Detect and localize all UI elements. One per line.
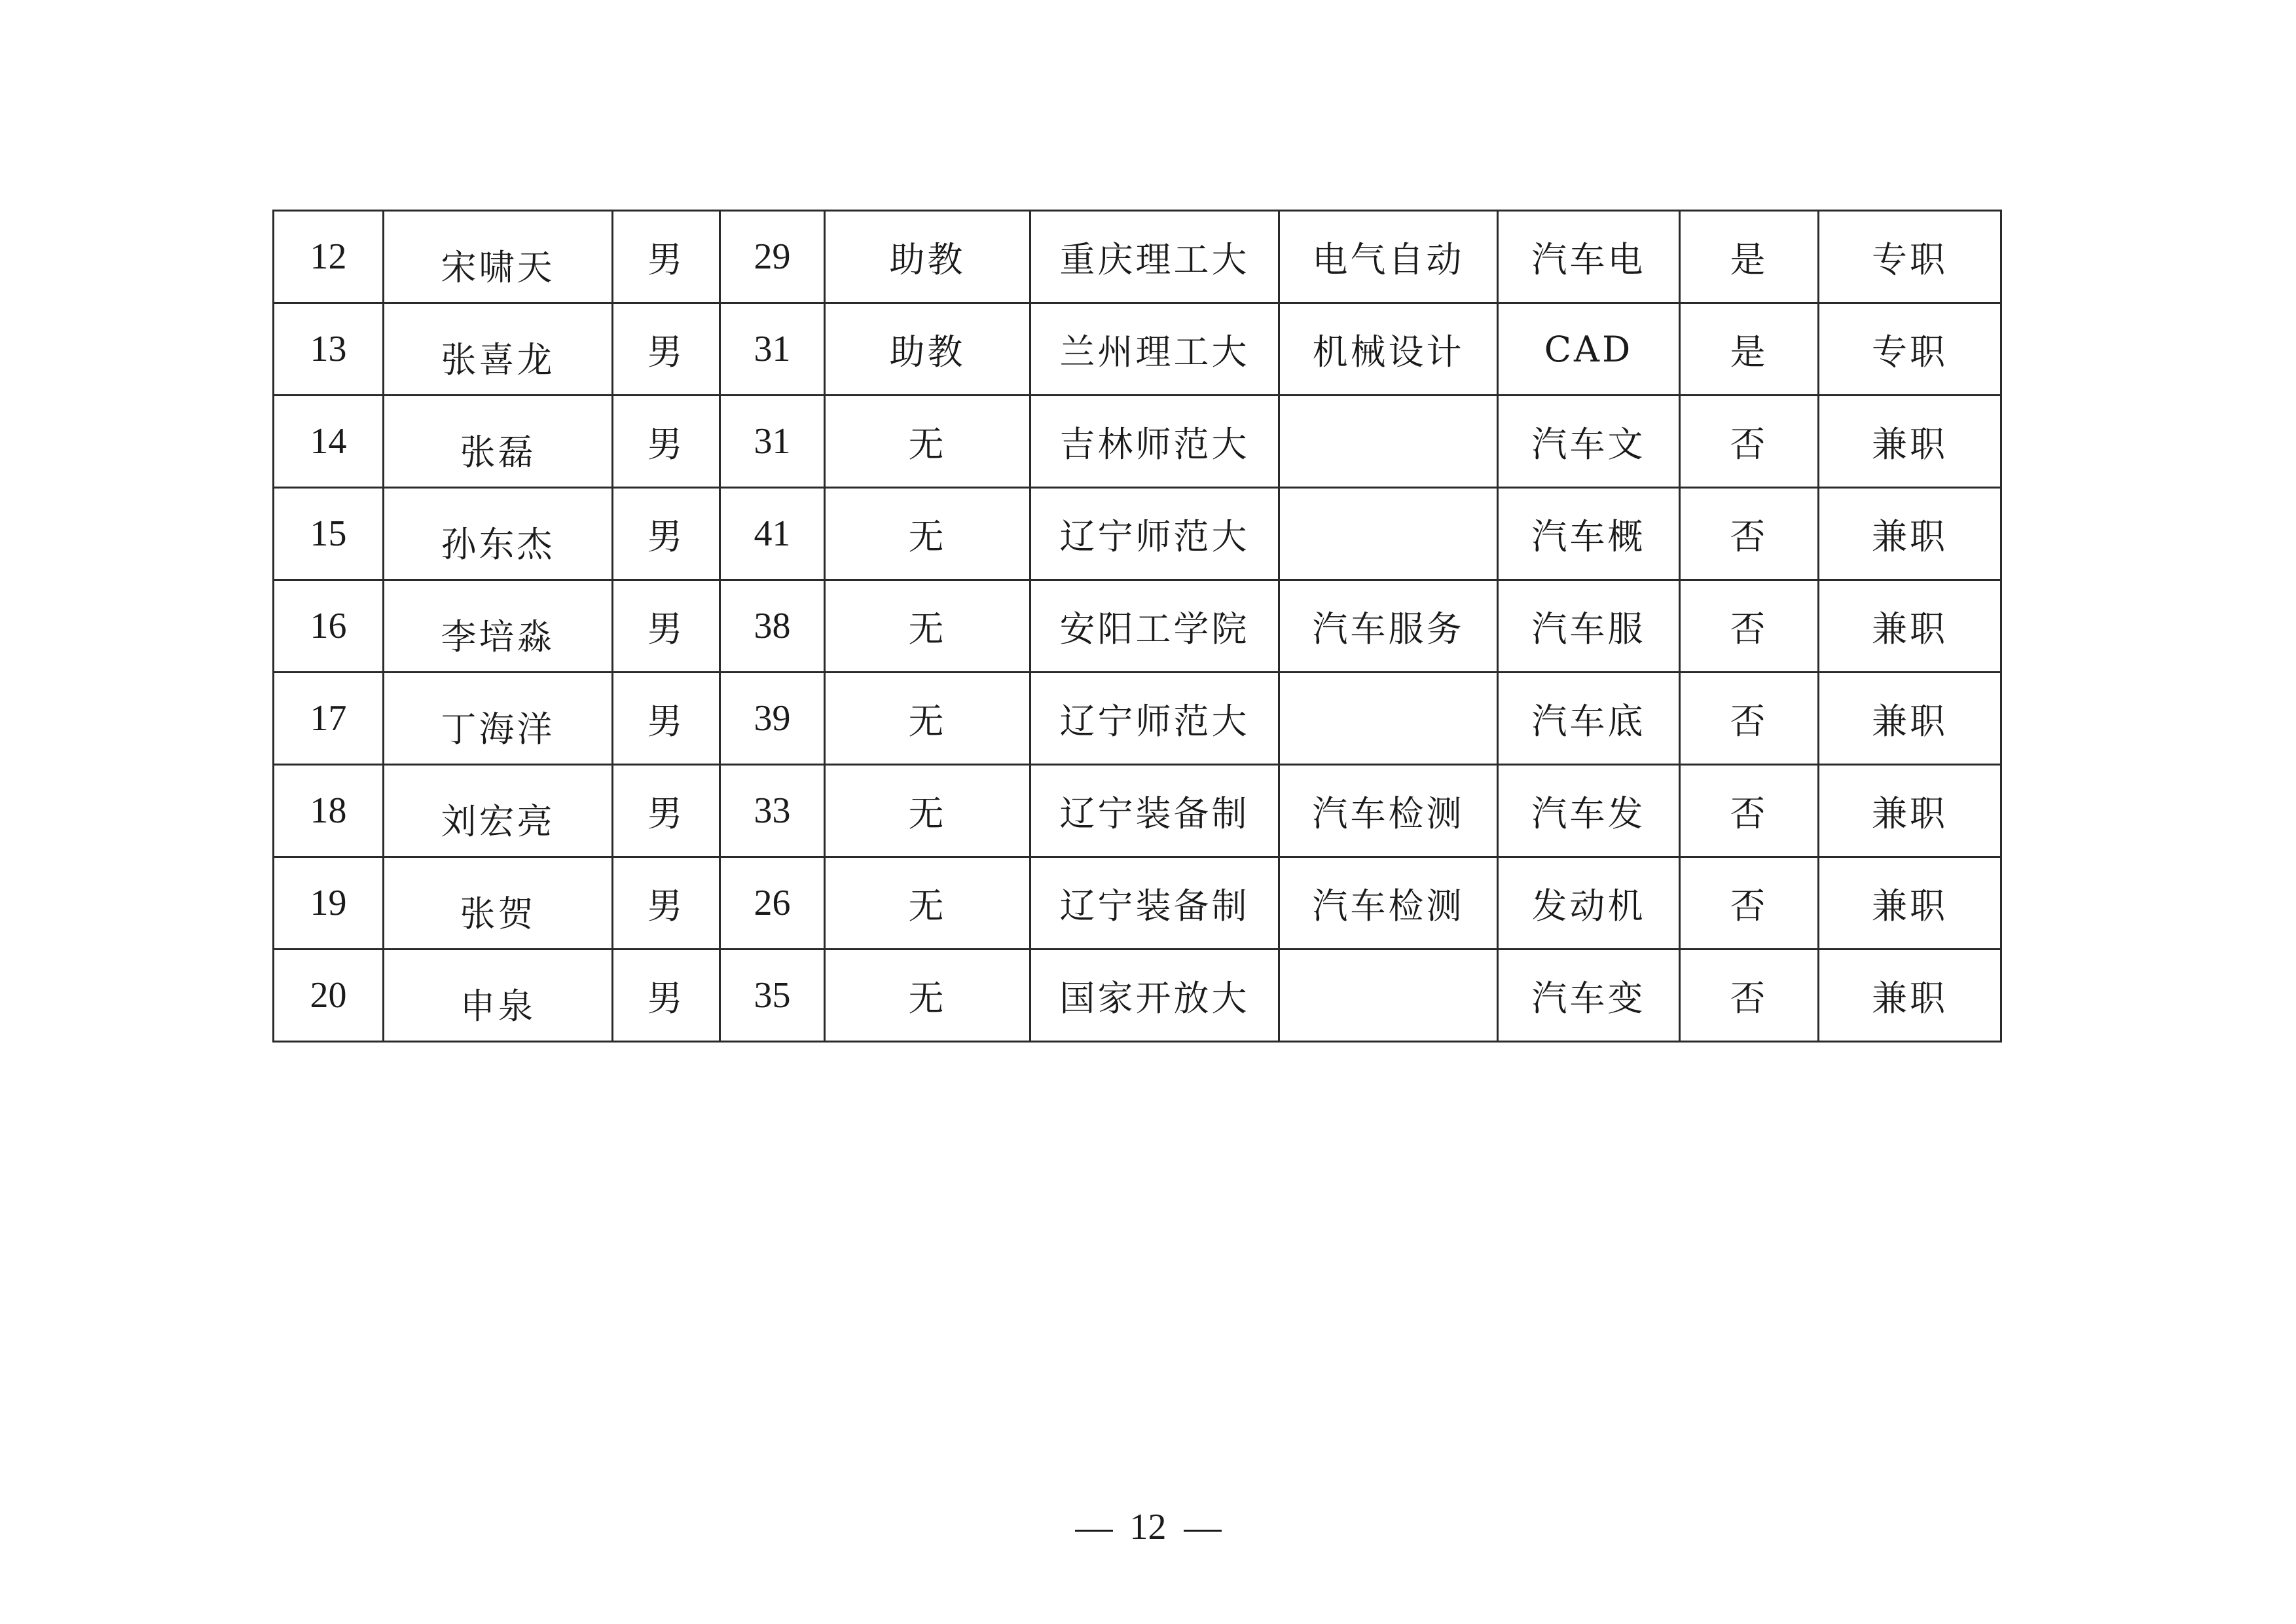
cell-employment: 兼职 xyxy=(1819,580,2001,673)
table-row xyxy=(274,673,2001,765)
cell-age: 35 xyxy=(720,950,825,1042)
cell-title: 助教 xyxy=(825,211,1030,303)
cell-qualified: 是 xyxy=(1680,303,1819,396)
cell-qualified: 否 xyxy=(1680,673,1819,765)
cell-seq: 19 xyxy=(274,857,384,950)
cell-school: 辽宁装备制 xyxy=(1030,765,1279,857)
table-row xyxy=(274,303,2001,396)
cell-course: 发动机 xyxy=(1498,857,1680,950)
table-row xyxy=(274,765,2001,857)
cell-major: 汽车服务 xyxy=(1279,580,1498,673)
cell-age: 33 xyxy=(720,765,825,857)
cell-title: 无 xyxy=(825,673,1030,765)
name-text: 孙东杰 xyxy=(441,523,555,565)
name-text: 张磊 xyxy=(460,431,536,473)
cell-qualified: 否 xyxy=(1680,765,1819,857)
cell-name xyxy=(384,580,613,673)
cell-seq: 16 xyxy=(274,580,384,673)
cell-school: 兰州理工大 xyxy=(1030,303,1279,396)
footer-dash-left xyxy=(1075,1530,1113,1532)
cell-course: 汽车文 xyxy=(1498,396,1680,488)
cell-name xyxy=(384,857,613,950)
cell-gender: 男 xyxy=(613,488,720,580)
cell-employment: 兼职 xyxy=(1819,673,2001,765)
cell-employment: 专职 xyxy=(1819,211,2001,303)
cell-employment: 兼职 xyxy=(1819,950,2001,1042)
cell-major: 汽车检测 xyxy=(1279,857,1498,950)
cell-course: 汽车发 xyxy=(1498,765,1680,857)
cell-title: 无 xyxy=(825,950,1030,1042)
table-row xyxy=(274,950,2001,1042)
page-number: 12 xyxy=(1129,1507,1167,1547)
table-row xyxy=(274,396,2001,488)
cell-gender: 男 xyxy=(613,765,720,857)
cell-age: 31 xyxy=(720,396,825,488)
cell-seq: 14 xyxy=(274,396,384,488)
footer-dash-right xyxy=(1184,1530,1222,1532)
table-row xyxy=(274,857,2001,950)
cell-title: 无 xyxy=(825,580,1030,673)
cell-course: 汽车变 xyxy=(1498,950,1680,1042)
name-text: 张喜龙 xyxy=(441,339,555,380)
staff-table xyxy=(272,210,2002,1043)
cell-age: 26 xyxy=(720,857,825,950)
cell-name xyxy=(384,950,613,1042)
cell-age: 39 xyxy=(720,673,825,765)
cell-employment: 兼职 xyxy=(1819,857,2001,950)
name-text: 刘宏亮 xyxy=(441,800,555,842)
cell-school: 辽宁师范大 xyxy=(1030,488,1279,580)
cell-age: 41 xyxy=(720,488,825,580)
cell-qualified: 否 xyxy=(1680,396,1819,488)
table-row xyxy=(274,211,2001,303)
cell-course: 汽车服 xyxy=(1498,580,1680,673)
cell-employment: 兼职 xyxy=(1819,488,2001,580)
cell-seq: 18 xyxy=(274,765,384,857)
cell-gender: 男 xyxy=(613,857,720,950)
cell-course: CAD xyxy=(1498,303,1680,396)
name-text: 宋啸天 xyxy=(441,246,555,288)
name-text: 张贺 xyxy=(460,893,536,934)
cell-age: 38 xyxy=(720,580,825,673)
cell-gender: 男 xyxy=(613,950,720,1042)
cell-qualified: 否 xyxy=(1680,950,1819,1042)
cell-gender: 男 xyxy=(613,303,720,396)
cell-qualified: 是 xyxy=(1680,211,1819,303)
table-body xyxy=(274,211,2001,1042)
cell-name xyxy=(384,765,613,857)
cell-seq: 12 xyxy=(274,211,384,303)
cell-qualified: 否 xyxy=(1680,580,1819,673)
cell-major xyxy=(1279,488,1498,580)
cell-course: 汽车概 xyxy=(1498,488,1680,580)
cell-title: 无 xyxy=(825,765,1030,857)
cell-school: 国家开放大 xyxy=(1030,950,1279,1042)
cell-major: 电气自动 xyxy=(1279,211,1498,303)
cell-title: 无 xyxy=(825,857,1030,950)
cell-major xyxy=(1279,673,1498,765)
cell-name xyxy=(384,488,613,580)
cell-course: 汽车底 xyxy=(1498,673,1680,765)
cell-major xyxy=(1279,396,1498,488)
cell-name xyxy=(384,303,613,396)
cell-school: 重庆理工大 xyxy=(1030,211,1279,303)
cell-title: 无 xyxy=(825,488,1030,580)
cell-course: 汽车电 xyxy=(1498,211,1680,303)
cell-age: 29 xyxy=(720,211,825,303)
cell-title: 无 xyxy=(825,396,1030,488)
cell-gender: 男 xyxy=(613,211,720,303)
cell-seq: 20 xyxy=(274,950,384,1042)
cell-gender: 男 xyxy=(613,673,720,765)
cell-seq: 13 xyxy=(274,303,384,396)
cell-employment: 兼职 xyxy=(1819,765,2001,857)
cell-gender: 男 xyxy=(613,580,720,673)
cell-age: 31 xyxy=(720,303,825,396)
page-footer xyxy=(0,1506,2296,1548)
cell-gender: 男 xyxy=(613,396,720,488)
cell-employment: 专职 xyxy=(1819,303,2001,396)
cell-name xyxy=(384,396,613,488)
cell-name xyxy=(384,211,613,303)
name-text: 丁海洋 xyxy=(441,708,555,750)
cell-employment: 兼职 xyxy=(1819,396,2001,488)
table-row xyxy=(274,580,2001,673)
name-text: 申泉 xyxy=(460,985,536,1027)
cell-seq: 15 xyxy=(274,488,384,580)
name-text: 李培淼 xyxy=(441,616,555,657)
cell-title: 助教 xyxy=(825,303,1030,396)
cell-name xyxy=(384,673,613,765)
cell-school: 辽宁装备制 xyxy=(1030,857,1279,950)
cell-qualified: 否 xyxy=(1680,857,1819,950)
cell-major: 汽车检测 xyxy=(1279,765,1498,857)
cell-school: 吉林师范大 xyxy=(1030,396,1279,488)
cell-major: 机械设计 xyxy=(1279,303,1498,396)
cell-seq: 17 xyxy=(274,673,384,765)
table-row xyxy=(274,488,2001,580)
cell-qualified: 否 xyxy=(1680,488,1819,580)
cell-major xyxy=(1279,950,1498,1042)
cell-school: 辽宁师范大 xyxy=(1030,673,1279,765)
cell-school: 安阳工学院 xyxy=(1030,580,1279,673)
